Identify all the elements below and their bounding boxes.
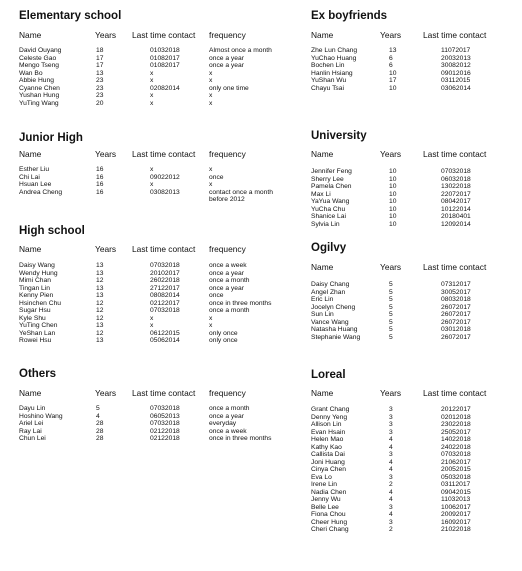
years-cell: 10 (389, 190, 397, 198)
last-contact-cell: 10122014 (441, 205, 471, 213)
years-cell: 12 (96, 307, 104, 314)
name-cell: Sherry Lee (311, 175, 344, 183)
name-cell: Evan Hsain (311, 428, 346, 436)
last-contact-cell: 05032018 (441, 473, 471, 481)
years-cell: 10 (389, 213, 397, 220)
last-contact-cell: 09022012 (150, 173, 180, 181)
col-last-contact-header: Last time contact (423, 262, 487, 272)
name-cell: Eric Lin (311, 296, 334, 303)
last-contact-cell: 07032018 (150, 405, 180, 412)
last-contact-cell: 20180401 (441, 213, 471, 220)
name-cell: Kenny Pien (19, 292, 54, 299)
name-cell: Pamela Chen (311, 183, 352, 190)
name-cell: Hsuan Lee (19, 181, 52, 188)
years-cell: 3 (389, 451, 393, 458)
name-cell: Bochen Lin (311, 62, 345, 69)
years-cell: 4 (389, 511, 393, 518)
col-name-header: Name (19, 388, 42, 398)
last-contact-cell: x (150, 166, 154, 173)
col-name-header: Name (311, 388, 334, 398)
last-contact-cell: 07032018 (150, 262, 180, 269)
col-last-contact-header: Last time contact (132, 30, 196, 40)
col-last-contact-header: Last time contact (423, 149, 487, 159)
name-cell: Angel Zhan (311, 288, 346, 296)
years-cell: 5 (389, 288, 393, 296)
years-cell: 10 (389, 220, 397, 228)
name-cell: Wendy Hung (19, 269, 58, 277)
years-cell: 3 (389, 473, 393, 481)
years-cell: 23 (96, 84, 104, 92)
years-cell: 17 (96, 54, 104, 62)
years-cell: 5 (96, 405, 100, 412)
last-contact-cell: 09042015 (441, 488, 471, 496)
last-contact-cell: 20122017 (441, 406, 471, 413)
last-contact-cell: 14022018 (441, 436, 471, 443)
years-cell: 5 (389, 311, 393, 318)
col-name-header: Name (19, 244, 42, 254)
years-cell: 4 (389, 443, 393, 451)
years-cell: 10 (389, 168, 397, 175)
col-years-header: Years (380, 149, 402, 159)
last-contact-cell: 07032018 (150, 307, 180, 314)
name-cell: Sugar Hsu (19, 307, 51, 314)
name-cell: YuCha Chu (311, 205, 346, 213)
section-title: University (311, 130, 367, 142)
years-cell: 5 (389, 296, 393, 303)
last-contact-cell: x (150, 92, 154, 99)
col-years-header: Years (95, 388, 117, 398)
frequency-cell: x (209, 322, 213, 329)
name-cell: YuTing Chen (19, 322, 58, 329)
name-cell: Daisy Wang (19, 262, 55, 269)
years-cell: 6 (389, 54, 393, 62)
name-cell: Grant Chang (311, 406, 350, 413)
years-cell: 3 (389, 413, 393, 421)
frequency-cell: once a year (209, 62, 244, 69)
last-contact-cell: 25052017 (441, 428, 471, 436)
col-years-header: Years (380, 262, 402, 272)
col-name-header: Name (311, 149, 334, 159)
last-contact-cell: x (150, 99, 154, 107)
last-contact-cell: 08042017 (441, 198, 471, 205)
col-years-header: Years (95, 244, 117, 254)
years-cell: 17 (389, 77, 397, 84)
years-cell: 17 (96, 62, 104, 69)
name-cell: Jocelyn Cheng (311, 303, 356, 311)
last-contact-cell: 01082017 (150, 54, 180, 62)
years-cell: 10 (389, 84, 397, 92)
name-cell: YuTing Wang (19, 99, 59, 107)
years-cell: 10 (389, 175, 397, 183)
last-contact-cell: 09012016 (441, 69, 471, 77)
years-cell: 13 (96, 322, 104, 329)
name-cell: Mengo Tseng (19, 62, 60, 69)
years-cell: 4 (389, 466, 393, 473)
years-cell: 12 (96, 329, 104, 337)
last-contact-cell: 06122015 (150, 329, 180, 337)
name-cell: Zhe Lun Chang (311, 47, 358, 54)
years-cell: 18 (96, 47, 104, 54)
years-cell: 5 (389, 281, 393, 288)
frequency-cell: x (209, 314, 213, 322)
years-cell: 16 (96, 173, 104, 181)
last-contact-cell: x (150, 322, 154, 329)
years-cell: 13 (96, 269, 104, 277)
last-contact-cell: 26072017 (441, 333, 471, 341)
col-years-header: Years (380, 30, 402, 40)
col-last-contact-header: Last time contact (423, 388, 487, 398)
frequency-cell: once a year (209, 54, 244, 62)
frequency-cell: x (209, 166, 213, 173)
years-cell: 2 (389, 526, 393, 533)
frequency-cell: contact once a month before 2012 (209, 188, 273, 203)
last-contact-cell: 05062014 (150, 337, 180, 344)
years-cell: 28 (96, 435, 104, 442)
years-cell: 16 (96, 166, 104, 173)
years-cell: 5 (389, 333, 393, 341)
name-cell: Chun Lei (19, 435, 46, 442)
last-contact-cell: 02012018 (441, 413, 471, 421)
last-contact-cell: x (150, 77, 154, 84)
last-contact-cell: 27122017 (150, 284, 180, 292)
name-cell: Jenny Wu (311, 496, 341, 503)
name-cell: Tingan Lin (19, 284, 50, 292)
last-contact-cell: 21062017 (441, 458, 471, 466)
frequency-cell: x (209, 92, 213, 99)
name-cell: David Ouyang (19, 47, 62, 54)
name-cell: YuShan Wu (311, 77, 347, 84)
last-contact-cell: 16092017 (441, 518, 471, 526)
name-cell: Helen Mao (311, 436, 344, 443)
last-contact-cell: 07312017 (441, 281, 471, 288)
section-title: Ogilvy (311, 242, 347, 254)
name-cell: Callista Dai (311, 451, 345, 458)
last-contact-cell: 22072017 (441, 190, 471, 198)
last-contact-cell: 20092017 (441, 511, 471, 518)
name-cell: YaYua Wang (311, 198, 350, 205)
last-contact-cell: 26072017 (441, 318, 471, 326)
name-cell: Hsinchen Chu (19, 299, 62, 307)
years-cell: 10 (389, 183, 397, 190)
section-title: Junior High (19, 132, 83, 144)
col-last-contact-header: Last time contact (132, 388, 196, 398)
frequency-cell: once a week (209, 427, 247, 435)
name-cell: Ariel Lei (19, 420, 44, 427)
name-cell: Sylvia Lin (311, 220, 340, 228)
name-cell: Natasha Huang (311, 326, 358, 333)
name-cell: Yushan Hung (19, 92, 60, 99)
frequency-cell: everyday (209, 420, 237, 427)
name-cell: Allison Lin (311, 421, 342, 428)
years-cell: 6 (389, 62, 393, 69)
name-cell: Rowei Hsu (19, 337, 52, 344)
frequency-cell: x (209, 77, 213, 84)
years-cell: 4 (389, 436, 393, 443)
name-cell: Cyanne Chen (19, 84, 60, 92)
frequency-cell: x (209, 69, 213, 77)
frequency-cell: once a year (209, 284, 244, 292)
years-cell: 16 (96, 188, 104, 196)
years-cell: 3 (389, 518, 393, 526)
frequency-cell: once a year (209, 269, 244, 277)
years-cell: 5 (389, 326, 393, 333)
last-contact-cell: 20032013 (441, 54, 471, 62)
years-cell: 4 (389, 496, 393, 503)
last-contact-cell: 20102017 (150, 269, 180, 277)
last-contact-cell: 26072017 (441, 311, 471, 318)
name-cell: Esther Liu (19, 166, 50, 173)
last-contact-cell: 20052015 (441, 466, 471, 473)
name-cell: Hanlin Hsiang (311, 69, 353, 77)
last-contact-cell: 02122018 (150, 427, 180, 435)
section-title: Loreal (311, 369, 346, 381)
frequency-cell: once a month (209, 277, 250, 284)
last-contact-cell: x (150, 314, 154, 322)
col-name-header: Name (311, 262, 334, 272)
name-cell: Fiona Chou (311, 511, 346, 518)
last-contact-cell: 08082014 (150, 292, 180, 299)
years-cell: 10 (389, 69, 397, 77)
last-contact-cell: 03012018 (441, 326, 471, 333)
name-cell: Daisy Chang (311, 281, 350, 288)
last-contact-cell: 13022018 (441, 183, 471, 190)
name-cell: Abbie Hung (19, 77, 54, 84)
name-cell: Dayu Lin (19, 405, 46, 412)
section-title: High school (19, 225, 85, 237)
name-cell: Cheri Chang (311, 526, 349, 533)
name-cell: Wan Bo (19, 69, 43, 77)
last-contact-cell: 01082017 (150, 62, 180, 69)
frequency-cell: once in three months (209, 435, 272, 442)
years-cell: 3 (389, 421, 393, 428)
col-name-header: Name (19, 149, 42, 159)
name-cell: Vance Wang (311, 318, 349, 326)
last-contact-cell: 26022018 (150, 277, 180, 284)
col-last-contact-header: Last time contact (132, 149, 196, 159)
years-cell: 13 (96, 262, 104, 269)
last-contact-cell: 06052013 (150, 412, 180, 420)
section-title: Ex boyfriends (311, 10, 388, 22)
years-cell: 28 (96, 427, 104, 435)
name-cell: Eva Lo (311, 473, 332, 481)
years-cell: 28 (96, 420, 104, 427)
frequency-cell: x (209, 181, 213, 188)
name-cell: Kyle Shu (19, 314, 46, 322)
years-cell: 3 (389, 406, 393, 413)
name-cell: Mimi Chan (19, 277, 51, 284)
last-contact-cell: 07032018 (150, 420, 180, 427)
name-cell: Cheer Hung (311, 518, 348, 526)
frequency-cell: once a week (209, 262, 247, 269)
frequency-cell: only one time (209, 84, 249, 92)
col-frequency-header: frequency (209, 30, 246, 40)
last-contact-cell: 26072017 (441, 303, 471, 311)
years-cell: 13 (96, 69, 104, 77)
years-cell: 5 (389, 303, 393, 311)
years-cell: 13 (96, 292, 104, 299)
years-cell: 16 (96, 181, 104, 188)
col-years-header: Years (95, 149, 117, 159)
name-cell: Stephanie Wang (311, 333, 361, 341)
name-cell: Chayu Tsai (311, 84, 344, 92)
name-cell: Joni Huang (311, 458, 345, 466)
last-contact-cell: 11072017 (441, 47, 471, 54)
col-frequency-header: frequency (209, 388, 246, 398)
last-contact-cell: 21022018 (441, 526, 471, 533)
name-cell: YuChao Huang (311, 54, 357, 62)
years-cell: 5 (389, 318, 393, 326)
years-cell: 3 (389, 428, 393, 436)
last-contact-cell: 02122018 (150, 435, 180, 442)
frequency-cell: once in three months (209, 299, 272, 307)
name-cell: Ray Lai (19, 427, 42, 435)
years-cell: 4 (389, 458, 393, 466)
last-contact-cell: 02122017 (150, 299, 180, 307)
last-contact-cell: 01032018 (150, 47, 180, 54)
last-contact-cell: 02082014 (150, 84, 180, 92)
name-cell: Sun Lin (311, 311, 334, 318)
years-cell: 3 (389, 503, 393, 511)
years-cell: 23 (96, 77, 104, 84)
col-frequency-header: frequency (209, 149, 246, 159)
years-cell: 12 (96, 277, 104, 284)
col-name-header: Name (19, 30, 42, 40)
section-title: Others (19, 368, 57, 380)
last-contact-cell: 30052017 (441, 288, 471, 296)
last-contact-cell: 07032018 (441, 451, 471, 458)
years-cell: 23 (96, 92, 104, 99)
name-cell: Max Li (311, 190, 331, 198)
frequency-cell: only once (209, 329, 238, 337)
years-cell: 2 (389, 481, 393, 488)
frequency-cell: once (209, 173, 224, 181)
name-cell: Jennifer Feng (311, 168, 352, 175)
frequency-cell: once a month (209, 405, 250, 412)
name-cell: Irene Lin (311, 481, 338, 488)
col-last-contact-header: Last time contact (423, 30, 487, 40)
last-contact-cell: x (150, 69, 154, 77)
name-cell: Celeste Gao (19, 54, 57, 62)
col-years-header: Years (380, 388, 402, 398)
years-cell: 4 (389, 488, 393, 496)
name-cell: Andrea Cheng (19, 188, 63, 196)
last-contact-cell: 12092014 (441, 220, 471, 228)
last-contact-cell: x (150, 181, 154, 188)
section-title: Elementary school (19, 10, 122, 22)
name-cell: Chi Lai (19, 173, 40, 181)
last-contact-cell: 11032013 (441, 496, 471, 503)
name-cell: Belle Lee (311, 503, 339, 511)
last-contact-cell: 03112015 (441, 77, 471, 84)
years-cell: 10 (389, 198, 397, 205)
col-name-header: Name (311, 30, 334, 40)
years-cell: 13 (96, 337, 104, 344)
last-contact-cell: 24022018 (441, 443, 471, 451)
col-frequency-header: frequency (209, 244, 246, 254)
last-contact-cell: 03112017 (441, 481, 471, 488)
last-contact-cell: 03082013 (150, 188, 180, 196)
years-cell: 20 (96, 99, 104, 107)
frequency-cell: only once (209, 337, 238, 344)
frequency-cell: once a month (209, 307, 250, 314)
name-cell: Kathy Kao (311, 443, 342, 451)
years-cell: 13 (389, 47, 397, 54)
frequency-cell: x (209, 99, 213, 107)
name-cell: Shanice Lai (311, 213, 346, 220)
frequency-cell: once a year (209, 412, 244, 420)
last-contact-cell: 30082012 (441, 62, 471, 69)
last-contact-cell: 10062017 (441, 503, 471, 511)
name-cell: Nadia Chen (311, 488, 347, 496)
last-contact-cell: 03062014 (441, 84, 471, 92)
years-cell: 12 (96, 299, 104, 307)
years-cell: 13 (96, 284, 104, 292)
last-contact-cell: 07032018 (441, 168, 471, 175)
last-contact-cell: 08032018 (441, 296, 471, 303)
years-cell: 12 (96, 314, 104, 322)
name-cell: Hoshino Wang (19, 412, 63, 420)
col-last-contact-header: Last time contact (132, 244, 196, 254)
last-contact-cell: 23022018 (441, 421, 471, 428)
frequency-cell: once (209, 292, 224, 299)
name-cell: Denny Yeng (311, 413, 348, 421)
name-cell: YeShan Lan (19, 329, 56, 337)
frequency-cell: Almost once a month (209, 47, 272, 54)
years-cell: 10 (389, 205, 397, 213)
name-cell: Cinya Chen (311, 466, 346, 473)
years-cell: 4 (96, 412, 100, 420)
col-years-header: Years (95, 30, 117, 40)
last-contact-cell: 06032018 (441, 175, 471, 183)
